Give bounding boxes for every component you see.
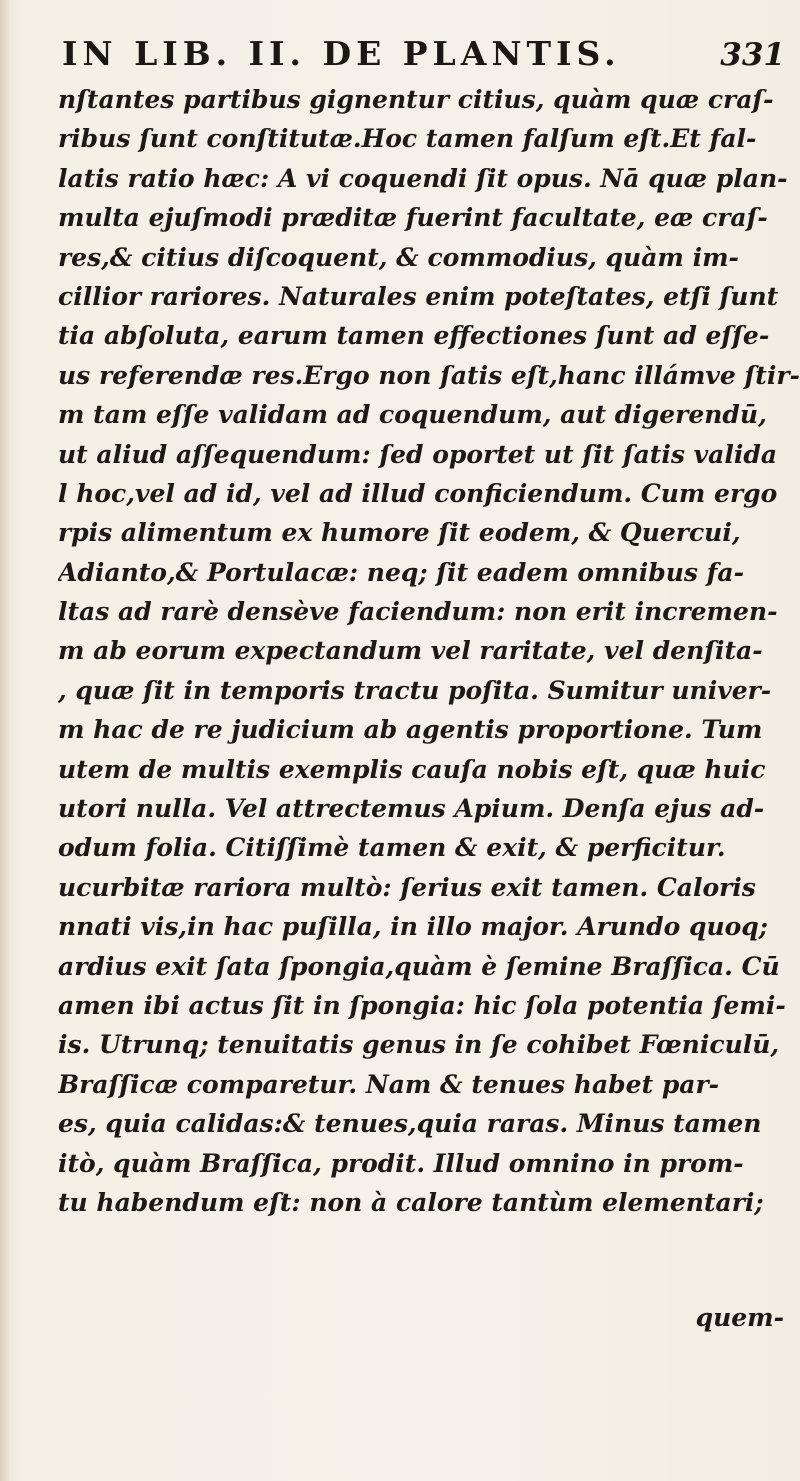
text-line: ardius exit ſata ſpongia,quàm è ſemine Braſſica. Cū (58, 951, 780, 981)
text-line: Adianto,& Portulacæ: neq; ſit eadem omnibus fa- (58, 557, 744, 587)
text-line: Braſſicæ comparetur. Nam & tenues habet par- (58, 1069, 720, 1099)
text-line: m tam eſſe validam ad coquendum, aut digerendū, (58, 400, 767, 430)
text-line: latis ratio hæc: A vi coquendi ſit opus. Nā quæ plan- (58, 163, 788, 193)
text-line: , quæ ſit in temporis tractu poſita. Sumitur univer- (58, 675, 772, 705)
text-line: ribus ſunt conſtitutæ.Hoc tamen falſum eſt.Et fal- (58, 124, 757, 154)
text-line: es, quia calidas:& tenues,quia raras. Minus tamen (58, 1109, 762, 1139)
page-header (62, 34, 787, 73)
text-line: ltas ad rarè densève faciendum: non erit incremen- (58, 597, 778, 627)
text-line: multa ejuſmodi præditæ fuerint facultate, eæ craſ- (58, 203, 768, 233)
text-line: rpis alimentum ex humore ſit eodem, & Quercui, (58, 518, 741, 548)
text-line: utori nulla. Vel attrectemus Apium. Denſa ejus ad- (58, 794, 765, 824)
text-line: is. Utrunq; tenuitatis genus in ſe cohibet Fœniculū, (58, 1030, 780, 1060)
page-number: 331 (720, 37, 785, 73)
text-line: utem de multis exemplis cauſa nobis eſt, quæ huic (58, 754, 766, 784)
text-line: ut aliud aſſequendum: ſed oportet ut ſit ſatis valida (58, 439, 778, 469)
text-line: l hoc,vel ad id, vel ad illud conficiendum. Cum ergo (58, 478, 778, 508)
text-line: us referendæ res.Ergo non ſatis eſt,hanc illámve ſtir- (58, 360, 800, 390)
text-line: nſtantes partibus gignentur citius, quàm quæ craſ- (58, 85, 774, 114)
text-line: m hac de re judicium ab agentis proportione. Tum (58, 715, 763, 745)
text-line: ucurbitæ rariora multò: ſerius exit tamen. Caloris (58, 872, 756, 902)
text-line: m ab eorum expectandum vel raritate, vel denſita- (58, 636, 763, 666)
text-line: nnati vis,in hac puſilla, in illo major. Arundo quoq; (58, 912, 769, 942)
text-line: itò, quàm Braſſica, prodit. Illud omnino in prom- (58, 1148, 744, 1178)
binding-gutter (0, 0, 10, 1481)
text-line: odum folia. Citiſſimè tamen & exit, & perficitur. (58, 833, 726, 863)
catchword: quem- (695, 1303, 784, 1332)
running-head: IN LIB. II. DE PLANTIS. (62, 34, 621, 73)
text-line: tia abſoluta, earum tamen effectiones ſunt ad eſſe- (58, 321, 770, 351)
text-line: cillior rariores. Naturales enim poteſtates, etſi ſunt (58, 281, 779, 311)
text-line: tu habendum eſt: non à calore tantùm elementari; (58, 1187, 764, 1217)
text-line: amen ibi actus ſit in ſpongia: hic ſola potentia ſemi- (58, 990, 786, 1020)
text-line: res,& citius diſcoquent, & commodius, quàm im- (58, 242, 739, 272)
body-text (58, 80, 800, 1222)
